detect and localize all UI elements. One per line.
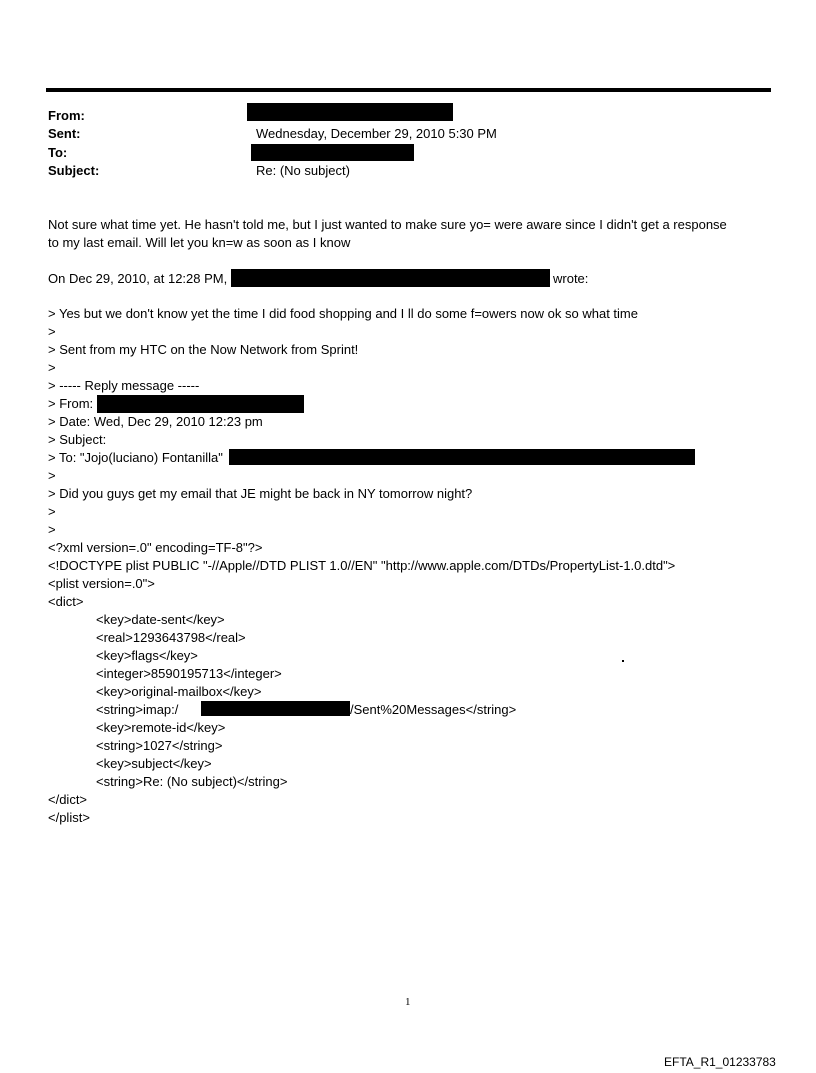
xml-line: <integer>8590195713</integer> bbox=[96, 666, 282, 681]
sent-value: Wednesday, December 29, 2010 5:30 PM bbox=[256, 126, 497, 141]
xml-line: <real>1293643798</real> bbox=[96, 630, 246, 645]
xml-line-imap-suffix: /Sent%20Messages</string> bbox=[350, 702, 517, 717]
wrote-prefix: On Dec 29, 2010, at 12:28 PM, bbox=[48, 271, 228, 286]
xml-line: <!DOCTYPE plist PUBLIC "-//Apple//DTD PLIST 1.0//EN" "http://www.apple.com/DTDs/PropertyList-1.0.dtd"> bbox=[48, 558, 676, 573]
quote-line: > ----- Reply message ----- bbox=[48, 378, 200, 393]
quote-line: > Yes but we don't know yet the time I did food shopping and I ll do some f=owers now ok so what time bbox=[48, 306, 638, 321]
xml-line: </dict> bbox=[48, 792, 88, 807]
quote-line: > bbox=[48, 468, 56, 483]
redaction-wrote-sender bbox=[231, 269, 550, 287]
quote-to-line: > To: "Jojo(luciano) Fontanilla" bbox=[48, 450, 223, 465]
redaction-to bbox=[251, 144, 414, 161]
quote-line: > bbox=[48, 504, 56, 519]
xml-line: <key>date-sent</key> bbox=[96, 612, 225, 627]
sent-label: Sent: bbox=[48, 126, 81, 141]
xml-line: <string>1027</string> bbox=[96, 738, 223, 753]
top-rule bbox=[46, 88, 771, 92]
quote-line: > bbox=[48, 324, 56, 339]
xml-line: </plist> bbox=[48, 810, 90, 825]
subject-value: Re: (No subject) bbox=[256, 163, 350, 178]
xml-line: <key>original-mailbox</key> bbox=[96, 684, 262, 699]
quote-subject-line: > Subject: bbox=[48, 432, 107, 447]
quote-line: > bbox=[48, 360, 56, 375]
page-number: 1 bbox=[405, 996, 411, 1008]
xml-line: <string>Re: (No subject)</string> bbox=[96, 774, 288, 789]
quote-line: > Did you guys get my email that JE might be back in NY tomorrow night? bbox=[48, 486, 473, 501]
body-paragraph-line1: Not sure what time yet. He hasn't told me, but I just wanted to make sure yo= were aware since I didn't get a response bbox=[48, 217, 727, 232]
to-label: To: bbox=[48, 145, 68, 160]
document-id: EFTA_R1_01233783 bbox=[664, 1055, 776, 1069]
xml-line: <?xml version=.0" encoding=TF-8"?> bbox=[48, 540, 263, 555]
from-label: From: bbox=[48, 108, 85, 123]
redaction-from bbox=[247, 103, 453, 121]
quote-date-line: > Date: Wed, Dec 29, 2010 12:23 pm bbox=[48, 414, 263, 429]
wrote-suffix: wrote: bbox=[553, 271, 589, 286]
xml-line: <key>remote-id</key> bbox=[96, 720, 226, 735]
body-paragraph-line2: to my last email. Will let you kn=w as soon as I know bbox=[48, 235, 351, 250]
xml-line-imap-prefix: <string>imap:/ bbox=[96, 702, 179, 717]
xml-line: <key>subject</key> bbox=[96, 756, 212, 771]
quote-line: > Sent from my HTC on the Now Network from Sprint! bbox=[48, 342, 359, 357]
quote-from-line: > From: bbox=[48, 396, 94, 411]
xml-line: <plist version=.0"> bbox=[48, 576, 155, 591]
xml-line: <dict> bbox=[48, 594, 84, 609]
quote-line: > bbox=[48, 522, 56, 537]
xml-line: <key>flags</key> bbox=[96, 648, 198, 663]
redaction-quote-from bbox=[97, 395, 304, 413]
redaction-imap bbox=[201, 701, 350, 716]
subject-label: Subject: bbox=[48, 163, 100, 178]
stray-dot bbox=[622, 660, 624, 662]
redaction-quote-to bbox=[229, 449, 695, 465]
